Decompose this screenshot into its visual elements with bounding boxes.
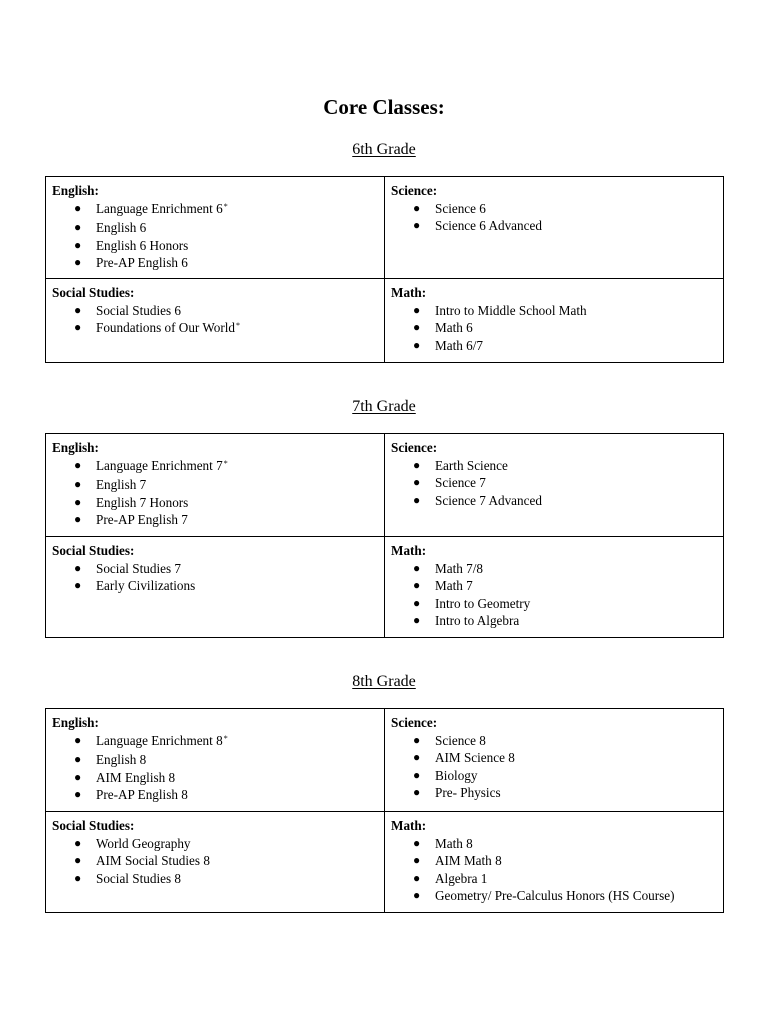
bullet-icon: ● [74, 237, 82, 252]
bullet-icon: ● [74, 302, 82, 317]
bullet-icon: ● [74, 853, 82, 867]
bullet-icon: ● [413, 870, 421, 885]
cell-social-studies [46, 812, 385, 913]
bullet-icon: ● [413, 613, 421, 627]
list-item: ● Intro to Algebra [413, 613, 520, 628]
grade-heading-6th: 6th Grade [352, 141, 416, 158]
bullet-icon: ● [413, 853, 421, 867]
bullet-icon: ● [413, 320, 421, 334]
category-label: Math: [391, 543, 427, 558]
bullet-icon: ● [413, 560, 421, 575]
bullet-icon: ● [74, 220, 82, 234]
class-list [52, 457, 378, 529]
list-item: ● Earth Science [413, 457, 508, 473]
category-label: Social Studies: [52, 285, 135, 300]
bullet-icon: ● [74, 578, 82, 592]
category-label: Science: [391, 715, 438, 730]
footnote-marker: * [223, 733, 228, 743]
class-list [391, 200, 717, 235]
bullet-icon: ● [413, 337, 421, 352]
category-label: English: [52, 440, 99, 455]
list-item: ● Science 8 [413, 732, 486, 748]
cell-science [385, 434, 724, 537]
list-item: ● Math 6 [413, 320, 473, 335]
class-list [391, 732, 717, 802]
list-item: ● Language Enrichment 8* [74, 732, 228, 748]
bullet-icon: ● [74, 732, 82, 747]
bullet-icon: ● [413, 835, 421, 850]
class-list [391, 835, 717, 905]
footnote-marker: * [223, 201, 228, 211]
footnote-marker: * [236, 321, 240, 330]
list-item: ● AIM Social Studies 8 [74, 853, 210, 868]
list-item: ● English 8 [74, 752, 147, 767]
bullet-icon: ● [74, 320, 82, 334]
list-item: ● Social Studies 6 [74, 302, 181, 318]
list-item: ● World Geography [74, 835, 191, 851]
bullet-icon: ● [413, 457, 421, 472]
bullet-icon: ● [413, 767, 421, 782]
list-item: ● English 6 Honors [74, 237, 189, 253]
bullet-icon: ● [413, 595, 421, 610]
cell-english [46, 709, 385, 812]
list-item: ● Intro to Geometry [413, 595, 531, 611]
list-item: ● Pre-AP English 8 [74, 787, 188, 802]
bullet-icon: ● [413, 578, 421, 592]
grade-table-8th [45, 708, 724, 913]
cell-english [46, 434, 385, 537]
bullet-icon: ● [413, 200, 421, 215]
cell-social-studies [46, 537, 385, 638]
list-item: ● AIM Science 8 [413, 750, 515, 765]
bullet-icon: ● [413, 888, 421, 902]
list-item: ● Math 8 [413, 835, 473, 851]
cell-math [385, 279, 724, 363]
footnote-marker: * [223, 458, 228, 468]
bullet-icon: ● [413, 732, 421, 747]
list-item: ● Science 6 Advanced [413, 218, 542, 233]
list-item: ● English 7 [74, 477, 147, 492]
class-list [52, 302, 378, 339]
list-item: ● Social Studies 8 [74, 870, 181, 886]
bullet-icon: ● [413, 218, 421, 232]
list-item: ● AIM Math 8 [413, 853, 502, 868]
bullet-icon: ● [413, 302, 421, 317]
list-item: ● English 6 [74, 220, 147, 235]
category-label: Science: [391, 440, 438, 455]
list-item: ● Pre-AP English 6 [74, 255, 188, 270]
cell-science [385, 177, 724, 279]
list-item: ● Science 7 [413, 475, 486, 490]
bullet-icon: ● [74, 512, 82, 526]
cell-english [46, 177, 385, 279]
class-list [391, 560, 717, 630]
cell-social-studies [46, 279, 385, 363]
class-list [391, 457, 717, 510]
category-label: Math: [391, 818, 427, 833]
bullet-icon: ● [74, 769, 82, 784]
category-label: English: [52, 183, 99, 198]
category-label: Science: [391, 183, 438, 198]
bullet-icon: ● [74, 200, 82, 215]
cell-math [385, 537, 724, 638]
bullet-icon: ● [413, 492, 421, 507]
cell-math [385, 812, 724, 913]
list-item: ● Language Enrichment 6* [74, 200, 228, 216]
bullet-icon: ● [74, 494, 82, 509]
list-item: ● Intro to Middle School Math [413, 302, 587, 318]
list-item: ● English 7 Honors [74, 494, 189, 510]
grade-table-7th [45, 433, 724, 638]
list-item: ● Biology [413, 767, 478, 783]
grade-heading-7th: 7th Grade [352, 398, 416, 415]
list-item: ● Pre- Physics [413, 785, 501, 800]
category-label: Social Studies: [52, 818, 135, 833]
bullet-icon: ● [74, 457, 82, 472]
category-label: Social Studies: [52, 543, 135, 558]
bullet-icon: ● [413, 785, 421, 799]
class-list [52, 835, 378, 888]
cell-science [385, 709, 724, 812]
class-list [52, 732, 378, 804]
list-item: ● Science 6 [413, 200, 486, 216]
bullet-icon: ● [413, 475, 421, 489]
bullet-icon: ● [74, 560, 82, 575]
list-item: ● Math 7/8 [413, 560, 483, 576]
bullet-icon: ● [74, 870, 82, 885]
category-label: Math: [391, 285, 427, 300]
list-item: ● Early Civilizations [74, 578, 196, 593]
list-item: ● Geometry/ Pre-Calculus Honors (HS Course) [413, 888, 675, 903]
grade-table-6th [45, 176, 724, 363]
class-list [52, 200, 378, 272]
page-title: Core Classes: [323, 95, 445, 119]
list-item: ● Pre-AP English 7 [74, 512, 188, 527]
grade-heading-8th: 8th Grade [352, 673, 416, 690]
list-item: ● Math 6/7 [413, 337, 483, 353]
category-label: English: [52, 715, 99, 730]
bullet-icon: ● [74, 787, 82, 801]
list-item: ● Foundations of Our World* [74, 320, 240, 335]
list-item: ● Algebra 1 [413, 870, 488, 886]
list-item: ● Math 7 [413, 578, 473, 593]
bullet-icon: ● [74, 477, 82, 491]
class-list [52, 560, 378, 595]
list-item: ● Language Enrichment 7* [74, 457, 228, 473]
bullet-icon: ● [74, 835, 82, 850]
bullet-icon: ● [74, 255, 82, 269]
bullet-icon: ● [74, 752, 82, 766]
list-item: ● AIM English 8 [74, 769, 176, 785]
list-item: ● Science 7 Advanced [413, 492, 542, 508]
list-item: ● Social Studies 7 [74, 560, 181, 576]
bullet-icon: ● [413, 750, 421, 764]
class-list [391, 302, 717, 355]
